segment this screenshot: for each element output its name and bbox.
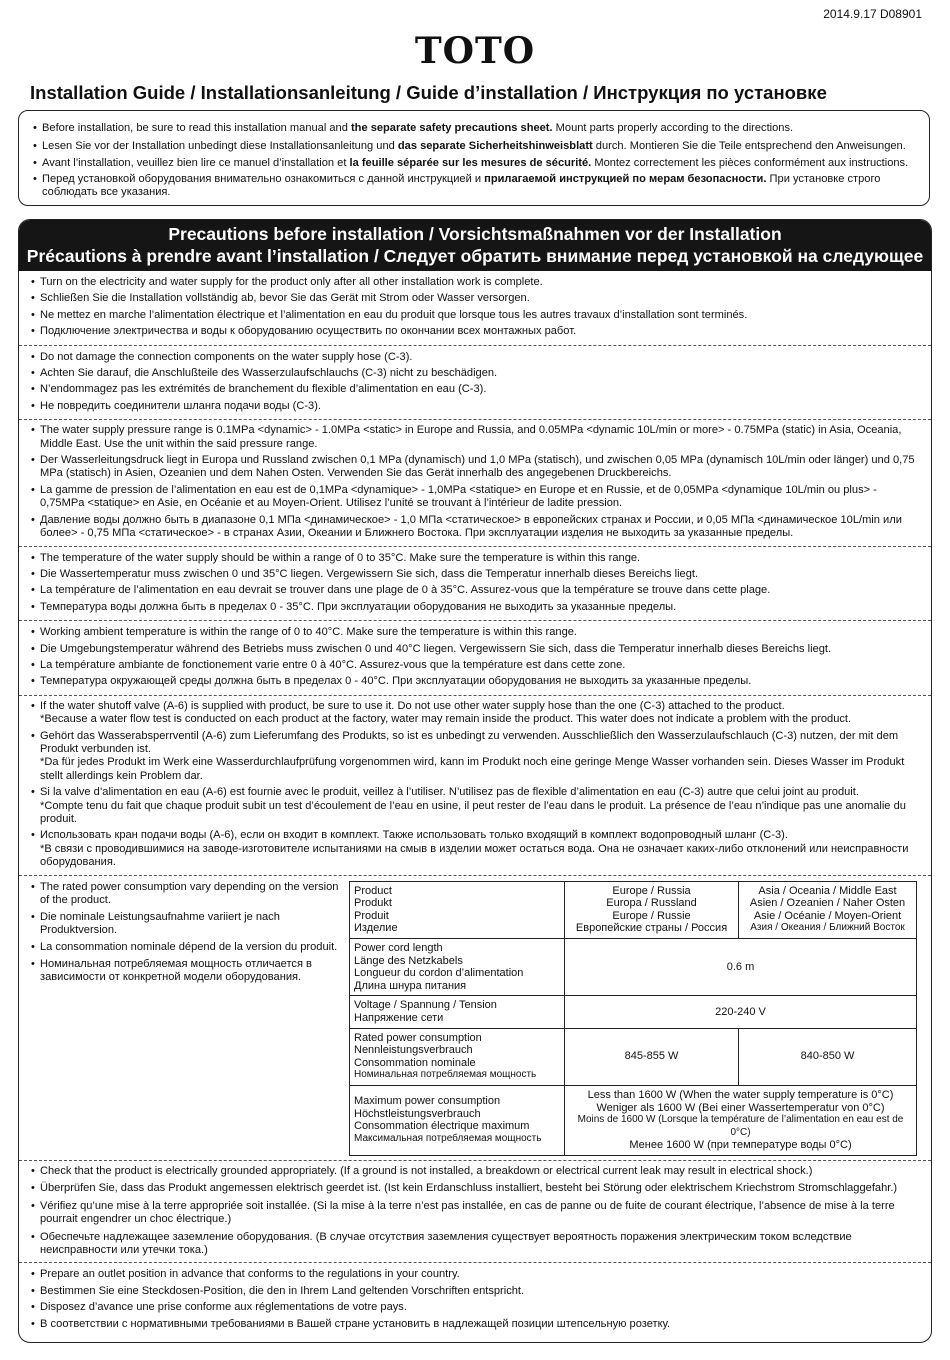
list-item: • Schließen Sie die Installation vollständig ab, bevor Sie das Gerät mit Strom oder Wasser versorgen. [31, 291, 921, 306]
precautions-title-1: Precautions before installation / Vorsichtsmaßnahmen vor der Installation [168, 224, 782, 244]
list-item: • Working ambient temperature is within the range of 0 to 40°C. Make sure the temperature is within this range. [31, 625, 921, 640]
list-item: • Die Wassertemperatur muss zwischen 0 und 35°C liegen. Vergewissern Sie sich, dass die Temperatur innerhalb dieses Bereichs liegt. [31, 567, 921, 582]
precaution-section-shutoff-valve [19, 695, 931, 875]
list-item: • Ne mettez en marche l’alimentation électrique et l’alimentation en eau du produit que lorsque tous les autres travaux d’installation sont terminés. [31, 308, 921, 323]
brand-logo: TOTO [414, 30, 536, 72]
list-item: • Überprüfen Sie, dass das Produkt angemessen elektrisch geerdet ist. (Ist kein Erdanschluss installiert, besteht bei Störung oder elektrischem Kriechstrom Stromschlaggefahr.) [31, 1182, 921, 1195]
max-value-cell: Less than 1600 W (When the water supply temperature is 0°C) Weniger als 1600 W (Bei einer Wassertemperatur von 0°C) Moins de 1600 W (Lorsque la température de l’alimentation en eau est de 0°C) Менее 1600 W (при температуре воды 0°C) [565, 1085, 917, 1155]
precaution-section-water-temp [19, 546, 931, 621]
list-item: • Подключение электричества и воды к оборудованию осуществить по окончании всех монтажных работ. [31, 324, 921, 339]
precaution-section-power-on [19, 271, 931, 345]
spec-table [349, 881, 917, 1156]
list-item: • N’endommagez pas les extrémités de branchement du flexible d’alimentation en eau (C-3). [31, 382, 921, 397]
list-item: • If the water shutoff valve (A-6) is supplied with product, be sure to use it. Do not use other water supply hose than the one (C-3) attached to the product. *Because a water flow test is conducted on each product at the factory, water may remain inside the product. This water does not indicate a problem with the product. [31, 700, 921, 727]
intro-box [18, 110, 930, 206]
list-item: • The temperature of the water supply should be within a range of 0 to 35°C. Make sure the temperature is within this range. [31, 551, 921, 566]
precautions-panel [18, 219, 932, 1343]
voltage-value-cell: 220-240 V [565, 996, 917, 1028]
list-item: • Температура воды должна быть в пределах 0 - 35°C. При эксплуатации оборудования не выходить за указанные пределы. [31, 600, 921, 615]
table-row [350, 939, 917, 996]
table-row [350, 1085, 917, 1155]
list-item: • Prepare an outlet position in advance that conforms to the regulations in your country. [31, 1267, 921, 1282]
intro-item: • Перед установкой оборудования внимательно ознакомиться с данной инструкцией и прилагаемой инструкцией по мерам безопасности. При установке строго соблюдать все указания. [33, 173, 919, 199]
max-label-cell: Maximum power consumption Höchstleistungsverbrauch Consommation électrique maximum Максимальная потребляемая мощность [350, 1085, 565, 1155]
precaution-section-power-spec [19, 875, 931, 1160]
rated-label-cell: Rated power consumption Nennleistungsverbrauch Consommation nominale Номинальная потребляемая мощность [350, 1028, 565, 1085]
list-item: • Gehört das Wasserabsperrventil (A-6) zum Lieferumfang des Produkts, so ist es unbedingt zu verwenden. Ausschließlich den Wasserzulaufschlauch (C-3) nutzen, der mit dem Produkt verbunden ist. *Da für jedes Produkt im Werk eine Wasserdurchlaufprüfung vorgenommen wird, kann im Produkt noch eine geringe Menge Wasser vorhanden sein. Dieses Wasser im Produkt stellt allerdings kein Problem dar. [31, 730, 921, 784]
table-row [350, 996, 917, 1028]
table-row [350, 881, 917, 938]
list-item: • Achten Sie darauf, die Anschlußteile des Wasserzulaufschlauchs (C-3) nicht zu beschädigen. [31, 366, 921, 381]
rated-asia-cell: 840-850 W [739, 1028, 917, 1085]
list-item: • Bestimmen Sie eine Steckdosen-Position, die den in Ihrem Land geltenden Vorschriften entspricht. [31, 1284, 921, 1299]
rated-eu-cell: 845-855 W [565, 1028, 739, 1085]
list-item: • Do not damage the connection components on the water supply hose (C-3). [31, 350, 921, 365]
list-item: • В соответствии с нормативными требованиями в Вашей стране установить в надлежащей позиции штепсельную розетку. [31, 1317, 921, 1332]
cord-label-cell: Power cord length Länge des Netzkabels Longueur du cordon d’alimentation Длина шнура питания [350, 939, 565, 996]
list-item: • La température de l’alimentation en eau devrait se trouver dans une plage de 0 à 35°C. Assurez-vous que la température se trouve dans cette plage. [31, 583, 921, 598]
intro-item: • Before installation, be sure to read this installation manual and the separate safety precautions sheet. Mount parts properly according to the directions. [33, 120, 919, 138]
cord-value-cell: 0.6 m [565, 939, 917, 996]
precaution-section-pressure [19, 419, 931, 545]
list-item: • Давление воды должно быть в диапазоне 0,1 МПа <динамическое> - 1,0 МПа <статическое> в европейских странах и России, и 0,05 МПа <динамическое 10L/min или более> - 0,75 МПа <статическое> - в странах Азии, Океании и Ближнего Востока. При эксплуатации изделия не выходить за указанные пределы. [31, 514, 921, 541]
list-item: • Check that the product is electrically grounded appropriately. (If a ground is not installed, a breakdown or electrical current leak may result in electrical shock.) [31, 1165, 921, 1178]
region-eu-cell: Europe / Russia Europa / Russland Europe / Russie Европейские страны / Россия [565, 881, 739, 938]
power-notes [31, 881, 341, 1156]
list-item: • The water supply pressure range is 0.1MPa <dynamic> - 1.0MPa <static> in Europe and Russia, and 0.05MPa <dynamic 10L/min or more> - 0.75MPa (static) in Asia, Oceania, Middle East. Use the unit within the said pressure range. [31, 424, 921, 451]
voltage-label-cell: Voltage / Spannung / Tension Напряжение сети [350, 996, 565, 1028]
list-item: • Die nominale Leistungsaufnahme variiert je nach Produktversion. [31, 911, 341, 937]
list-item: • La température ambiante de fonctionement varie entre 0 à 40°C. Assurez-vous que la température est dans cette zone. [31, 658, 921, 673]
list-item: • The rated power consumption vary depending on the version of the product. [31, 881, 341, 907]
precautions-header [19, 220, 931, 271]
list-item: • Turn on the electricity and water supply for the product only after all other installation work is complete. [31, 275, 921, 290]
precaution-section-grounding [19, 1160, 931, 1262]
precaution-section-outlet [19, 1262, 931, 1337]
list-item: • Не повредить соединители шланга подачи воды (C-3). [31, 399, 921, 414]
list-item: • Номинальная потребляемая мощность отличается в зависимости от конкретной модели оборудования. [31, 958, 341, 984]
list-item: • Использовать кран подачи воды (A-6), если он входит в комплект. Также использовать только входящий в комплект водопроводный шланг (C-3). *В связи с проводившимися на заводе-изготовителе испытаниями на смыв в изделии может остаться вода. Она не означает каких-либо отклонений или неисправности оборудования. [31, 829, 921, 869]
list-item: • Vérifiez qu’une mise à la terre appropriée soit installée. (Si la mise à la terre n’est pas installée, en cas de panne ou de fuite de courant électrique, l’absence de mise à la terre pourrait engendrer un choc électrique.) [31, 1200, 921, 1227]
precautions-title-2: Précautions à prendre avant l’installation / Следует обратить внимание перед установкой на следующее [26, 246, 924, 266]
region-asia-cell: Asia / Oceania / Middle East Asien / Ozeanien / Naher Osten Asie / Océanie / Moyen-Orient Азия / Океания / Ближний Восток [739, 881, 917, 938]
intro-item: • Lesen Sie vor der Installation unbedingt diese Installationsanleitung und das separate Sicherheitshinweisblatt durch. Montieren Sie die Teile entsprechend den Anweisungen. [33, 138, 919, 156]
page-title: Installation Guide / Installationsanleitung / Guide d’installation / Инструкция по установке [30, 82, 827, 103]
list-item: • Si la valve d’alimentation en eau (A-6) est fournie avec le produit, veillez à l’utiliser. N’utilisez pas de flexible d’alimentation en eau (C-3) autre que celui joint au produit. *Compte tenu du fait que chaque produit subit un test d’écoulement de l’eau en usine, il peut rester de l’eau dans le produit. La présence de l’eau n’indique pas une anomalie du produit. [31, 786, 921, 826]
list-item: • La consommation nominale dépend de la version du produit. [31, 941, 341, 954]
list-item: • Der Wasserleitungsdruck liegt in Europa und Russland zwischen 0,1 MPa (dynamisch) und 1,0 MPa (statisch), und zwischen 0,05 MPa (dynamisch 10L/min oder länger) und 0,75 MPa (statisch) in Asien, Ozeanien und dem Nahen Osten. Verwenden Sie das Gerät innerhalb des angegebenen Druckbereichs. [31, 454, 921, 481]
list-item: • Температура окружающей среды должна быть в пределах 0 - 40°C. При эксплуатации оборудования не выходить за указанные пределы. [31, 674, 921, 689]
list-item: • Disposez d’avance une prise conforme aux réglementations de votre pays. [31, 1300, 921, 1315]
precaution-section-hose [19, 345, 931, 420]
list-item: • Die Umgebungstemperatur während des Betriebs muss zwischen 0 und 40°C liegen. Vergewissern Sie sich, dass die Temperatur innerhalb dieses Bereichs liegt. [31, 642, 921, 657]
intro-item: • Avant l’installation, veuillez bien lire ce manuel d’installation et la feuille séparée sur les mesures de sécurité. Montez correctement les pièces conformément aux instructions. [33, 155, 919, 173]
list-item: • Обеспечьте надлежащее заземление оборудования. (В случае отсутствия заземления существует вероятность поражения электрическим током вследствие неисправности или утечки тока.) [31, 1231, 921, 1258]
product-header-cell: Product Produkt Produit Изделие [350, 881, 565, 938]
table-row [350, 1028, 917, 1085]
list-item: • La gamme de pression de l’alimentation en eau est de 0,1MPa <dynamique> - 1,0MPa <statique> en Europe et en Russie, et de 0,05MPa <dynamique 10L/min ou plus> - 0,75MPa <statique> en Asie, en Océanie et au Moyen-Orient. Utilisez l’unité se trouvant à l’intérieur de ladite pression. [31, 484, 921, 511]
precaution-section-ambient-temp [19, 620, 931, 695]
document-id: 2014.9.17 D08901 [823, 7, 922, 21]
